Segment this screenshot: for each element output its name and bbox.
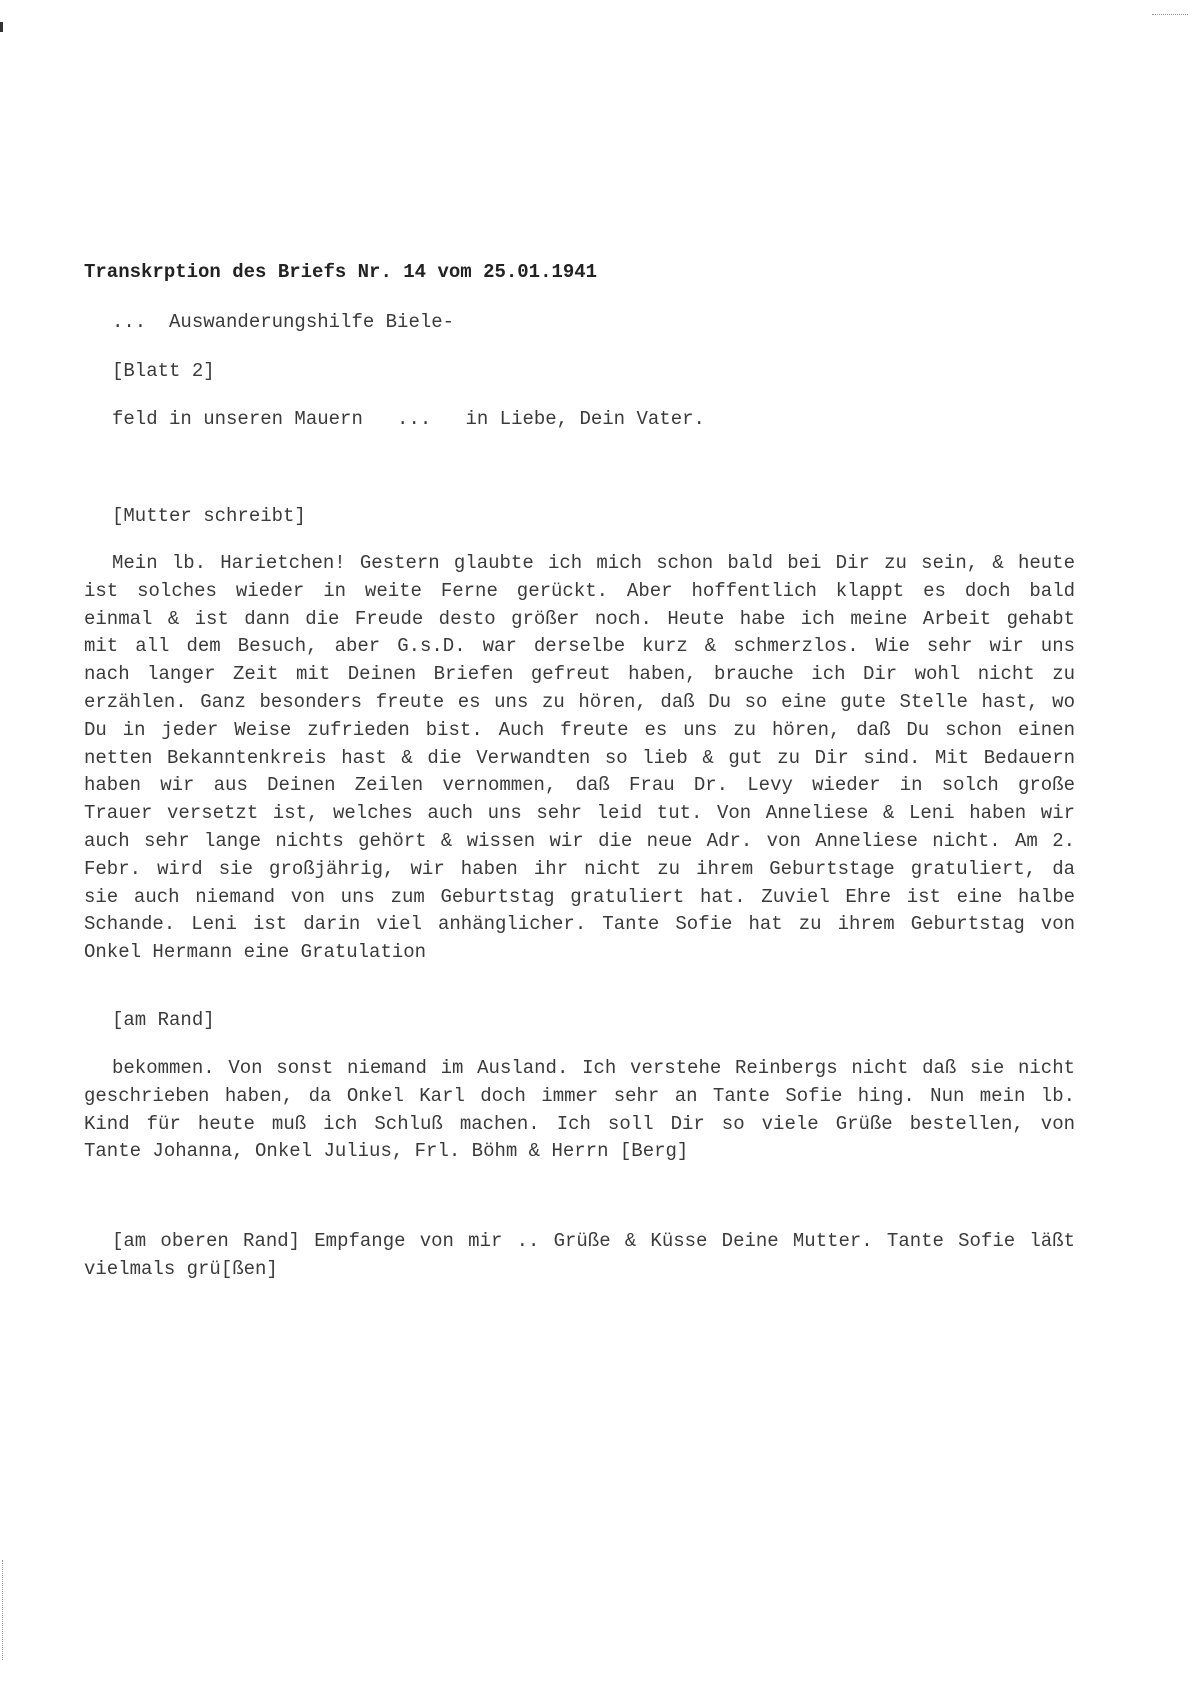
text-line: vielmals grü[ßen] [84, 1257, 278, 1280]
mother-heading: [Mutter schreibt] [112, 505, 306, 527]
text-line: Febr. wird sie großjährig, wir haben ihr nicht zu ihrem Geburtstage gratuliert, da [84, 857, 1075, 880]
document-title: Transkrption des Briefs Nr. 14 vom 25.01.1941 [84, 261, 598, 283]
text-line: sie auch niemand von uns zum Geburtstag gratuliert hat. Zuviel Ehre ist eine halbe [84, 885, 1075, 908]
text-line: Onkel Hermann eine Gratulation [84, 941, 427, 964]
father-line-2: feld in unseren Mauern ... in Liebe, Dein Vater. [112, 408, 705, 430]
text-line: geschrieben haben, da Onkel Karl doch immer sehr an Tante Sofie hing. Nun mein lb. [84, 1084, 1075, 1107]
text-line: einmal & ist dann die Freude desto größer noch. Heute habe ich meine Arbeit gehabt [84, 607, 1075, 630]
text-line: Schande. Leni ist darin viel anhänglicher. Tante Sofie hat zu ihrem Geburtstag von [84, 913, 1075, 936]
text-line: Tante Johanna, Onkel Julius, Frl. Böhm & Herrn [Berg] [84, 1140, 689, 1163]
father-line-1: ... Auswanderungshilfe Biele- [112, 311, 455, 333]
text-line: nach langer Zeit mit Deinen Briefen gefreut haben, brauche ich Dir wohl nicht zu [84, 663, 1075, 686]
text-line: erzählen. Ganz besonders freute es uns zu hören, daß Du so eine gute Stelle hast, wo [84, 690, 1075, 713]
text-line: haben wir aus Deinen Zeilen vernommen, daß Frau Dr. Levy wieder in solch große [84, 774, 1075, 797]
margin-heading: [am Rand] [112, 1009, 215, 1031]
text-line: Mein lb. Harietchen! Gestern glaubte ich mich schon bald bei Dir zu sein, & heute [112, 552, 1075, 574]
text-line: Du in jeder Weise zufrieden bist. Auch freute es uns zu hören, daß Du schon einen [84, 718, 1075, 741]
scan-mark [1152, 14, 1188, 15]
text-line: netten Bekanntenkreis hast & die Verwandten so lieb & gut zu Dir sind. Mit Bedauern [84, 746, 1075, 769]
scan-edge [2, 1560, 3, 1660]
text-line: ist solches wieder in weite Ferne gerückt. Aber hoffentlich klappt es doch bald [84, 579, 1075, 602]
text-line: bekommen. Von sonst niemand im Ausland. Ich verstehe Reinbergs nicht daß sie nicht [112, 1057, 1075, 1079]
text-line: [am oberen Rand] Empfange von mir .. Grüße & Küsse Deine Mutter. Tante Sofie läßt [112, 1230, 1075, 1252]
sheet-note: [Blatt 2] [112, 360, 215, 382]
scan-mark [0, 22, 3, 32]
mother-paragraph [84, 550, 1075, 967]
text-line: Kind für heute muß ich Schluß machen. Ich soll Dir so viele Grüße bestellen, von [84, 1112, 1075, 1135]
text-line: mit all dem Besuch, aber G.s.D. war derselbe kurz & schmerzlos. Wie sehr wir uns [84, 635, 1075, 658]
top-margin-paragraph [84, 1228, 1075, 1284]
text-line: Trauer versetzt ist, welches auch uns sehr leid tut. Von Anneliese & Leni haben wir [84, 802, 1075, 825]
margin-paragraph [84, 1055, 1075, 1166]
text-line: auch sehr lange nichts gehört & wissen wir die neue Adr. von Anneliese nicht. Am 2. [84, 829, 1075, 852]
